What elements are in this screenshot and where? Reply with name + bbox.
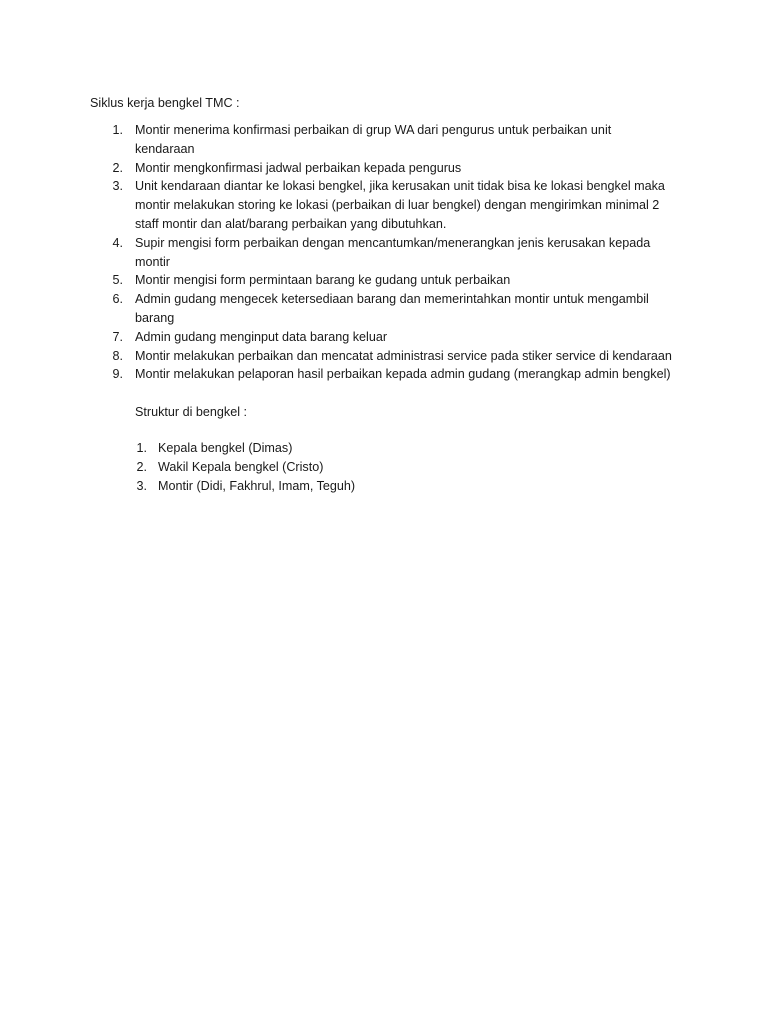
list-item-text: Kepala bengkel (Dimas) [158, 441, 293, 455]
list-item [112, 159, 695, 178]
list-item-number: 3. [136, 478, 147, 493]
list-item-text-line: Montir melakukan perbaikan dan mencatat administrasi service pada stiker service di kendaraan [135, 348, 672, 363]
list-item [112, 234, 695, 272]
list-item-number: 3. [112, 179, 123, 194]
list-item [112, 177, 695, 233]
list-item-number: 6. [112, 292, 123, 307]
list-item-number: 9. [112, 367, 123, 382]
list-item-text-line: Unit kendaraan diantar ke lokasi bengkel, jika kerusakan unit tidak bisa ke lokasi bengkel maka [135, 179, 665, 194]
list-item-text-line: Montir mengisi form permintaan barang ke gudang untuk perbaikan [135, 273, 511, 288]
list-item [112, 290, 695, 328]
list-item [112, 121, 695, 159]
list-item-number: 5. [112, 273, 123, 288]
list-item-text-line: Montir menerima konfirmasi perbaikan di grup WA dari pengurus untuk perbaikan unit [135, 123, 612, 137]
list-item-number: 7. [112, 329, 123, 344]
list-item-text-line: Supir mengisi form perbaikan dengan mencantumkan/menerangkan jenis kerusakan kepada [135, 235, 651, 250]
list-item [136, 439, 558, 458]
list-item-text: Montir (Didi, Fakhrul, Imam, Teguh) [158, 478, 356, 493]
list-item-text-line: barang [135, 310, 175, 325]
list-item-text: Wakil Kepala bengkel (Cristo) [158, 459, 324, 474]
list-item [136, 477, 558, 496]
list-item-text-line: Montir mengkonfirmasi jadwal perbaikan kepada pengurus [135, 160, 462, 175]
list-item-number: 2. [112, 160, 123, 175]
list-item-text-line: Admin gudang menginput data barang keluar [135, 329, 388, 344]
list-item-text-line: montir [135, 254, 170, 269]
structure-list [136, 439, 558, 495]
list-item-number: 1. [136, 441, 147, 455]
document-heading: Siklus kerja bengkel TMC : [90, 96, 240, 110]
list-item-number: 8. [112, 348, 123, 363]
list-item [112, 328, 695, 347]
work-cycle-list [112, 121, 695, 384]
list-item-number: 1. [112, 123, 123, 137]
list-item-text-line: montir melakukan storing ke lokasi (perbaikan di luar bengkel) dengan mengirimkan minimal 2 [135, 198, 660, 213]
list-item [112, 365, 695, 384]
list-item-text-line: Montir melakukan pelaporan hasil perbaikan kepada admin gudang (merangkap admin bengkel) [135, 367, 671, 382]
list-item [112, 347, 695, 366]
list-item-text-line: Admin gudang mengecek ketersediaan barang dan memerintahkan montir untuk mengambil [135, 292, 649, 307]
list-item-number: 2. [136, 459, 147, 474]
list-item [112, 271, 695, 290]
list-item-number: 4. [112, 235, 123, 250]
structure-heading: Struktur di bengkel : [135, 405, 248, 419]
list-item-text-line: kendaraan [135, 141, 195, 156]
list-item-text-line: staff montir dan alat/barang perbaikan yang dibutuhkan. [135, 216, 447, 231]
list-item [136, 458, 558, 477]
